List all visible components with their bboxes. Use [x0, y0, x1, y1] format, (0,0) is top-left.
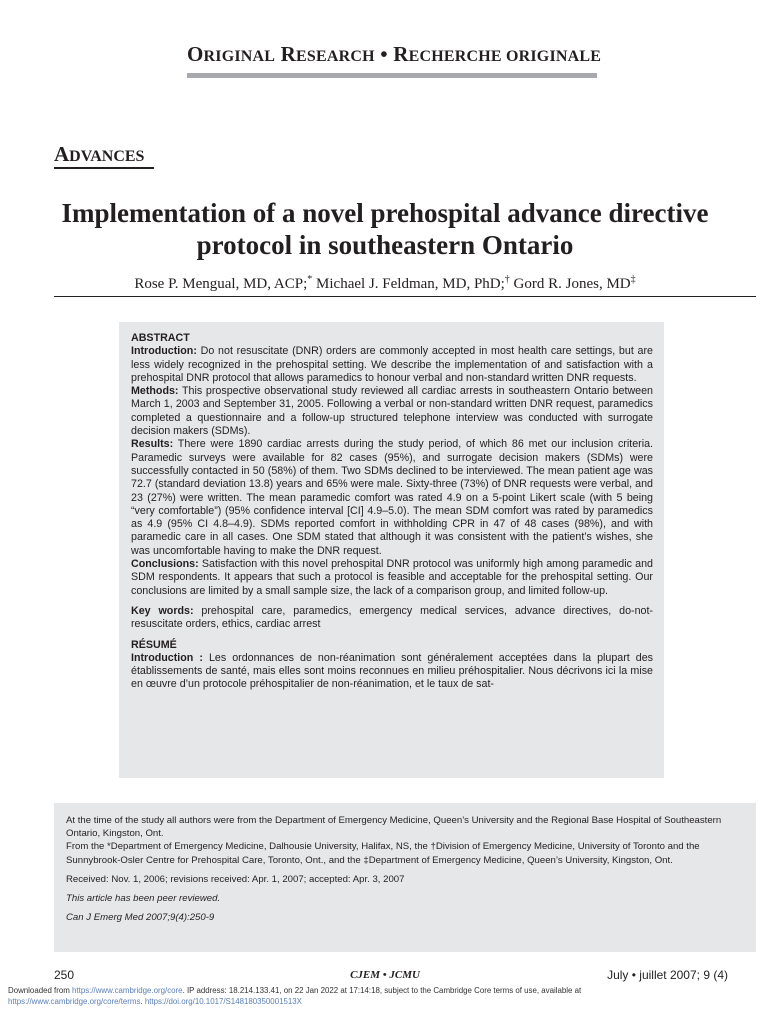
resume-heading: RÉSUMÉ: [131, 638, 177, 651]
section-header-rule: [187, 73, 597, 78]
author-2-mark: †: [504, 274, 510, 285]
download-text: Downloaded from: [8, 986, 73, 995]
affiliation-detail: From the *Department of Emergency Medicine, Dalhousie University, Halifax, NS, the †Division of Emergency Medicine, University of Toronto and the Sunnybrook-Osler Centre for Prehospital Care, Toronto, Ont., and the ‡Department of Emergency Medicine, Queen’s University, Kingston, Ont.: [66, 841, 700, 866]
methods-text: This prospective observational study reviewed all cardiac arrests in southeastern Ontario between March 1, 2003 and September 31, 2005. Following a verbal or non-standard written DNR request, paramedics completed a questionnaire and a follow-up structured telephone interview was conducted with surrogate decision makers (SDMs).: [131, 385, 653, 438]
doi-link[interactable]: https://doi.org/10.1017/S148180350001513X: [144, 997, 302, 1006]
section-header-part: • R: [374, 42, 409, 66]
authors-rule: [54, 296, 756, 297]
download-text: . IP address: 18.214.133.41, on 22 Jan 2022 at 17:14:18, subject to the Cambridge Core terms of use, available at: [182, 986, 582, 995]
abstract-methods: [131, 385, 653, 438]
introduction-label: Introduction:: [131, 345, 197, 358]
author-3-mark: ‡: [630, 274, 636, 285]
article-title: Implementation of a novel prehospital advance directive protocol in southeastern Ontario: [61, 198, 709, 260]
citation: Can J Emerg Med 2007;9(4):250-9: [66, 912, 215, 924]
received-dates: Received: Nov. 1, 2006; revisions received: Apr. 1, 2007; accepted: Apr. 3, 2007: [66, 873, 405, 885]
abstract-content: [131, 332, 653, 692]
author-3: Gord R. Jones, MD: [513, 276, 631, 292]
abstract-keywords: [131, 605, 653, 632]
resume-label: Introduction :: [131, 651, 203, 664]
category-rule: [54, 167, 154, 169]
download-separator: .: [140, 997, 145, 1006]
results-label: Results:: [131, 438, 174, 451]
article-category: [54, 142, 144, 167]
journal-name: CJEM • JCMU: [350, 969, 420, 981]
abstract-introduction: [131, 345, 653, 385]
page-number: 250: [54, 968, 75, 982]
keywords-label: Key words:: [131, 604, 194, 617]
abstract-results: [131, 438, 653, 558]
resume-introduction: [131, 652, 653, 692]
cambridge-core-link[interactable]: https://www.cambridge.org/core: [72, 986, 183, 995]
section-header-part: O: [187, 42, 204, 66]
article-notes-box: [54, 803, 756, 952]
results-text: There were 1890 cardiac arrests during the study period, of which 86 met our inclusion criteria. Paramedic surveys were available for 82 cases (95%), and surrogate decision makers (SDMs) were successfully contacted in 50 (58%) of them. Two SDMs declined to be interviewed. The mean patient age was 72.7 (standard deviation 13.8) years and 65% were male. Sixty-three (73%) of DNR requests were verbal, and 23 (27%) were written. The mean paramedic comfort was rated 4.9 on a 5-point Likert scale (with 5 being “very comfortable”) (95% confidence interval [CI] 4.9–5.0). The mean SDM comfort was rated by paramedics as 4.9 (95% CI 4.8–4.9). SDMs reported comfort in withholding CPR in 47 of 48 cases (98%), and with paramedic care in all cases. One SDM stated that although it was consistent with the patient’s wishes, she was uncomfortable having to make the DNR request.: [131, 438, 653, 557]
terms-link[interactable]: https://www.cambridge.org/core/terms: [8, 997, 141, 1006]
abstract-conclusions: [131, 558, 653, 598]
peer-review-note: This article has been peer reviewed.: [66, 893, 221, 905]
author-1: Rose P. Mengual, MD, ACP;: [134, 276, 308, 292]
issue-date: July • juillet 2007; 9 (4): [607, 968, 728, 982]
author-1-mark: *: [307, 274, 313, 285]
conclusions-text: Satisfaction with this novel prehospital DNR protocol was uniformly high among paramedic and SDM respondents. It appears that such a protocol is feasible and acceptable for the prehospital setting. Our conclusions are limited by a small sample size, the lack of a comparison group, and limited follow-up.: [131, 558, 653, 597]
category-rest: DVANCES: [69, 148, 145, 165]
abstract-heading: ABSTRACT: [131, 332, 190, 344]
author-2: Michael J. Feldman, MD, PhD;: [316, 276, 505, 292]
abstract-box: [119, 322, 664, 778]
introduction-text: Do not resuscitate (DNR) orders are commonly accepted in most health care settings, but are less widely recognized in the prehospital setting. We describe the implementation of and satisfaction with a prehospital DNR protocol that allows paramedics to honour verbal and non-standard written DNR requests.: [131, 345, 653, 384]
section-header-part: ECHERCHE ORIGINALE: [408, 48, 602, 65]
section-header: [187, 42, 602, 67]
author-list: [40, 274, 730, 293]
resume-text: Les ordonnances de non-réanimation sont généralement acceptées dans la plupart des établissements de santé, mais elles sont moins reconnues en milieu préhospitalier. Nous décrivons ici la mise en œuvre d’un protocole préhospitalier de non-réanimation, et le taux de sat-: [131, 651, 654, 691]
section-header-part: R: [275, 42, 297, 66]
article-notes: [66, 814, 744, 924]
category-initial: A: [54, 142, 70, 166]
section-header-part: RIGINAL: [203, 48, 276, 65]
affiliation-note: At the time of the study all authors were from the Department of Emergency Medicine, Queen’s University and the Regional Base Hospital of Southeastern Ontario, Kingston, Ont.: [66, 815, 722, 840]
conclusions-label: Conclusions:: [131, 558, 199, 571]
download-notice: [8, 985, 768, 1007]
section-header-part: ESEARCH: [296, 48, 375, 65]
keywords-text: prehospital care, paramedics, emergency medical services, advance directives, do-not-resuscitate orders, ethics, cardiac arrest: [131, 604, 653, 631]
methods-label: Methods:: [131, 385, 179, 398]
